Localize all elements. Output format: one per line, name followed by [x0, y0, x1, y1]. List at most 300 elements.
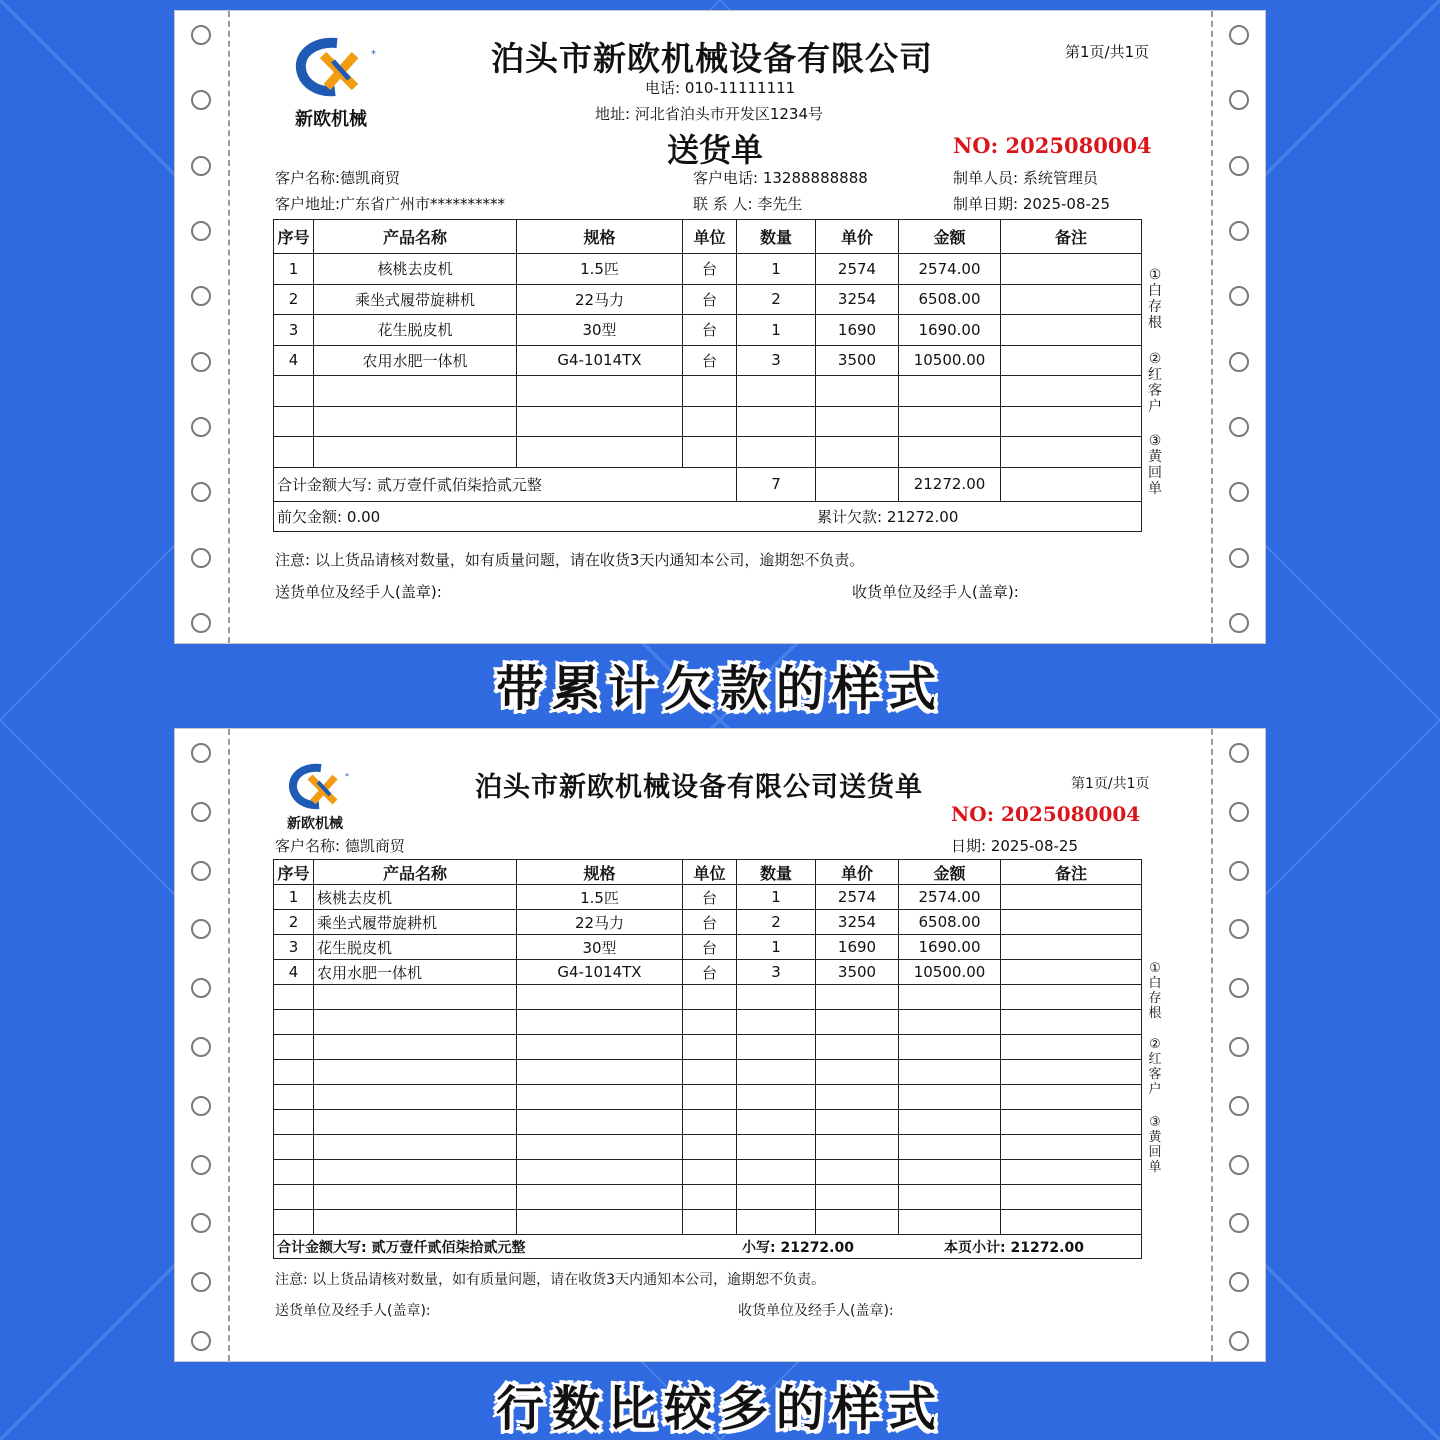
tractor-hole-icon — [1229, 919, 1249, 939]
tractor-hole-icon — [191, 286, 211, 306]
company-address: 地址: 河北省泊头市开发区1234号 — [595, 105, 823, 123]
caption-accumulated-debt-style: 带累计欠款的样式 — [495, 661, 944, 717]
table-cell — [683, 1085, 737, 1110]
table-cell — [314, 1085, 517, 1110]
copy-label-yellow: ③黄回单 — [1148, 433, 1162, 497]
table-cell — [314, 1060, 517, 1085]
tractor-hole-icon — [1229, 613, 1249, 633]
table-cell — [899, 1110, 1001, 1135]
contact-person: 联 系 人: 李先生 — [693, 195, 803, 213]
table-cell — [816, 1135, 899, 1160]
perforation-right — [1211, 729, 1213, 1361]
issue-date: 制单日期: 2025-08-25 — [953, 195, 1110, 213]
table-row — [274, 1060, 1142, 1085]
table-cell — [737, 1135, 816, 1160]
table-cell: 4 — [274, 345, 314, 376]
table-cell — [737, 1060, 816, 1085]
column-header: 金额 — [899, 860, 1001, 885]
table-cell — [683, 1060, 737, 1085]
table-cell: 2574.00 — [899, 254, 1001, 285]
tractor-hole-icon — [191, 1037, 211, 1057]
table-cell — [1001, 1110, 1142, 1135]
table-cell: 台 — [683, 960, 737, 985]
table-cell — [517, 437, 683, 468]
table-row — [274, 345, 1142, 376]
total-in-words: 合计金额大写: 贰万壹仟贰佰柒拾贰元整 — [274, 467, 737, 501]
table-cell — [683, 1210, 737, 1235]
table-cell — [1001, 315, 1142, 346]
table-cell: 2574.00 — [899, 885, 1001, 910]
debt-row — [274, 501, 1142, 531]
tractor-hole-icon — [1229, 25, 1249, 45]
table-row — [274, 1085, 1142, 1110]
table-cell: 1.5匹 — [517, 254, 683, 285]
table-cell — [314, 437, 517, 468]
table-cell — [1001, 985, 1142, 1010]
tractor-hole-icon — [191, 482, 211, 502]
tractor-hole-icon — [1229, 286, 1249, 306]
perforation-left — [228, 11, 230, 643]
company-logo-icon — [287, 763, 355, 811]
table-cell — [899, 1085, 1001, 1110]
table-row — [274, 935, 1142, 960]
table-cell — [816, 437, 899, 468]
table-cell: 1690.00 — [899, 315, 1001, 346]
table-cell — [737, 1160, 816, 1185]
table-cell — [737, 1110, 816, 1135]
tractor-hole-icon — [1229, 1331, 1249, 1351]
copy-label-red: ②红客户 — [1148, 1037, 1162, 1097]
tractor-hole-icon — [1229, 1213, 1249, 1233]
table-cell — [274, 1185, 314, 1210]
total-cell — [274, 1235, 1142, 1259]
column-header: 产品名称 — [314, 860, 517, 885]
document-number: NO: 2025080004 — [951, 802, 1141, 826]
tractor-hole-icon — [1229, 482, 1249, 502]
table-cell — [737, 1010, 816, 1035]
table-cell — [1001, 1035, 1142, 1060]
issue-date: 日期: 2025-08-25 — [951, 837, 1078, 855]
table-cell: 3 — [274, 935, 314, 960]
tractor-hole-icon — [191, 1155, 211, 1175]
table-cell — [899, 437, 1001, 468]
table-cell: 1 — [737, 315, 816, 346]
table-cell: 核桃去皮机 — [314, 885, 517, 910]
table-cell — [1001, 406, 1142, 437]
table-cell: 6508.00 — [899, 910, 1001, 935]
items-table — [273, 859, 1142, 1259]
table-cell — [517, 1085, 683, 1110]
table-cell — [274, 1085, 314, 1110]
tractor-hole-icon — [191, 861, 211, 881]
table-cell: 1 — [737, 935, 816, 960]
document-number: NO: 2025080004 — [953, 133, 1152, 158]
document-title: 送货单 — [667, 131, 764, 169]
page-subtotal: 本页小计: 21272.00 — [944, 1239, 1084, 1256]
tractor-hole-icon — [1229, 743, 1249, 763]
table-cell — [1001, 345, 1142, 376]
table-cell — [314, 406, 517, 437]
table-row — [274, 1010, 1142, 1035]
table-cell — [816, 1060, 899, 1085]
maker: 制单人员: 系统管理员 — [953, 169, 1098, 187]
table-row — [274, 376, 1142, 407]
tractor-hole-icon — [191, 978, 211, 998]
table-cell — [314, 1035, 517, 1060]
notice-text: 注意: 以上货品请核对数量，如有质量问题，请在收货3天内通知本公司，逾期恕不负责。 — [275, 551, 865, 569]
table-cell — [737, 1185, 816, 1210]
table-cell — [1001, 1010, 1142, 1035]
table-cell — [314, 1010, 517, 1035]
table-cell: 3 — [737, 960, 816, 985]
tractor-hole-icon — [191, 548, 211, 568]
table-cell — [816, 1185, 899, 1210]
receiver-signature: 收货单位及经手人(盖章): — [852, 583, 1019, 601]
table-cell — [1001, 437, 1142, 468]
table-cell — [816, 1110, 899, 1135]
table-cell: 农用水肥一体机 — [314, 345, 517, 376]
column-header: 备注 — [1001, 860, 1142, 885]
customer-name: 客户名称: 德凯商贸 — [275, 837, 405, 855]
tractor-hole-icon — [1229, 1155, 1249, 1175]
tractor-hole-icon — [191, 417, 211, 437]
tractor-hole-icon — [1229, 802, 1249, 822]
items-table — [273, 219, 1142, 532]
table-cell: 1 — [274, 885, 314, 910]
table-cell: 台 — [683, 935, 737, 960]
table-cell — [517, 376, 683, 407]
table-cell: 3500 — [816, 960, 899, 985]
table-row — [274, 1135, 1142, 1160]
table-header-row — [274, 220, 1142, 254]
table-row — [274, 1210, 1142, 1235]
table-cell — [1001, 1060, 1142, 1085]
table-cell: 3500 — [816, 345, 899, 376]
customer-phone: 客户电话: 13288888888 — [693, 169, 868, 187]
table-cell — [517, 1010, 683, 1035]
tractor-hole-icon — [191, 25, 211, 45]
table-cell — [683, 1185, 737, 1210]
table-cell — [274, 1135, 314, 1160]
column-header: 单价 — [816, 220, 899, 254]
debt-cell — [274, 501, 1142, 531]
table-cell — [683, 437, 737, 468]
table-cell: 台 — [683, 885, 737, 910]
perforation-left — [228, 729, 230, 1361]
table-cell — [517, 1035, 683, 1060]
table-cell — [1001, 1210, 1142, 1235]
table-cell — [274, 1010, 314, 1035]
table-cell — [1001, 1135, 1142, 1160]
table-cell — [1001, 910, 1142, 935]
table-cell: 1 — [737, 254, 816, 285]
total-remark-cell — [1001, 467, 1142, 501]
tractor-hole-icon — [1229, 1096, 1249, 1116]
table-cell — [683, 1010, 737, 1035]
table-cell: 台 — [683, 254, 737, 285]
table-cell — [816, 1010, 899, 1035]
table-row — [274, 284, 1142, 315]
table-cell — [314, 985, 517, 1010]
page-indicator: 第1页/共1页 — [1071, 776, 1150, 792]
total-row — [274, 467, 1142, 501]
table-cell: G4-1014TX — [517, 345, 683, 376]
tractor-hole-icon — [191, 613, 211, 633]
table-cell: 台 — [683, 284, 737, 315]
tractor-hole-icon — [1229, 352, 1249, 372]
table-cell — [899, 1185, 1001, 1210]
table-cell: 4 — [274, 960, 314, 985]
table-cell: 1 — [737, 885, 816, 910]
table-cell — [274, 1210, 314, 1235]
table-cell — [683, 1135, 737, 1160]
table-cell: 3254 — [816, 910, 899, 935]
table-cell — [517, 1060, 683, 1085]
table-cell — [899, 985, 1001, 1010]
table-cell — [683, 376, 737, 407]
tractor-hole-icon — [191, 1272, 211, 1292]
tractor-hole-icon — [1229, 221, 1249, 241]
table-row — [274, 960, 1142, 985]
tractor-hole-icon — [191, 802, 211, 822]
receiver-signature: 收货单位及经手人(盖章): — [738, 1303, 894, 1319]
table-cell — [816, 1210, 899, 1235]
table-cell — [737, 1035, 816, 1060]
table-cell — [1001, 885, 1142, 910]
table-cell: 1690 — [816, 935, 899, 960]
table-cell — [899, 376, 1001, 407]
table-cell — [899, 1160, 1001, 1185]
total-amount: 21272.00 — [899, 467, 1001, 501]
table-cell — [1001, 1085, 1142, 1110]
table-cell — [899, 406, 1001, 437]
table-cell — [1001, 960, 1142, 985]
svg-text:*: * — [345, 772, 349, 781]
tractor-hole-icon — [1229, 1272, 1249, 1292]
table-cell — [737, 1210, 816, 1235]
table-cell: 6508.00 — [899, 284, 1001, 315]
table-cell — [1001, 1160, 1142, 1185]
table-cell — [683, 1035, 737, 1060]
table-cell: 2 — [737, 910, 816, 935]
table-cell — [314, 1160, 517, 1185]
table-cell — [274, 985, 314, 1010]
table-row — [274, 1185, 1142, 1210]
table-cell: 30型 — [517, 935, 683, 960]
table-cell — [1001, 376, 1142, 407]
table-cell: 农用水肥一体机 — [314, 960, 517, 985]
tractor-hole-icon — [1229, 156, 1249, 176]
table-cell — [1001, 284, 1142, 315]
tractor-hole-icon — [191, 1213, 211, 1233]
table-cell — [816, 1035, 899, 1060]
table-row — [274, 1110, 1142, 1135]
table-cell — [314, 1185, 517, 1210]
table-cell: 3254 — [816, 284, 899, 315]
tractor-hole-icon — [191, 221, 211, 241]
table-cell — [899, 1060, 1001, 1085]
table-row — [274, 1160, 1142, 1185]
tractor-hole-icon — [191, 90, 211, 110]
table-row — [274, 910, 1142, 935]
column-header: 单位 — [683, 860, 737, 885]
table-cell — [816, 376, 899, 407]
table-cell: 22马力 — [517, 910, 683, 935]
customer-address: 客户地址:广东省广州市********** — [275, 195, 506, 213]
table-cell — [1001, 935, 1142, 960]
accumulated-debt: 累计欠款: 21272.00 — [817, 507, 959, 526]
table-cell: 2 — [274, 910, 314, 935]
perforation-right — [1211, 11, 1213, 643]
sender-signature: 送货单位及经手人(盖章): — [275, 1303, 431, 1319]
table-cell — [899, 1035, 1001, 1060]
table-cell: 10500.00 — [899, 960, 1001, 985]
table-cell: 台 — [683, 910, 737, 935]
tractor-hole-icon — [191, 1096, 211, 1116]
caption-many-rows-style: 行数比较多的样式 — [495, 1381, 944, 1437]
total-quantity: 7 — [737, 467, 816, 501]
table-cell — [1001, 254, 1142, 285]
table-cell — [1001, 1185, 1142, 1210]
table-cell — [517, 406, 683, 437]
table-cell: 2574 — [816, 885, 899, 910]
logo-text: 新欧机械 — [295, 109, 367, 130]
column-header: 单价 — [816, 860, 899, 885]
table-cell — [517, 985, 683, 1010]
tractor-hole-icon — [191, 1331, 211, 1351]
table-cell — [683, 985, 737, 1010]
notice-text: 注意: 以上货品请核对数量，如有质量问题，请在收货3天内通知本公司，逾期恕不负责。 — [275, 1272, 826, 1288]
table-cell — [816, 1160, 899, 1185]
table-cell — [683, 1110, 737, 1135]
table-cell — [683, 406, 737, 437]
delivery-note-form-1 — [174, 10, 1266, 644]
copy-label-red: ②红客户 — [1148, 351, 1162, 415]
copy-label-white: ①白存根 — [1148, 267, 1162, 331]
company-title: 泊头市新欧机械设备有限公司送货单 — [475, 772, 923, 803]
tractor-hole-icon — [1229, 1037, 1249, 1057]
table-cell — [314, 376, 517, 407]
table-cell: 乘坐式履带旋耕机 — [314, 910, 517, 935]
table-row — [274, 1035, 1142, 1060]
table-row — [274, 254, 1142, 285]
delivery-note-form-2 — [174, 728, 1266, 1362]
table-cell — [737, 376, 816, 407]
table-cell — [899, 1210, 1001, 1235]
table-cell — [737, 437, 816, 468]
table-cell: 核桃去皮机 — [314, 254, 517, 285]
table-cell — [517, 1110, 683, 1135]
table-cell — [816, 1085, 899, 1110]
total-row — [274, 1235, 1142, 1259]
tractor-hole-icon — [1229, 417, 1249, 437]
tractor-hole-icon — [1229, 90, 1249, 110]
table-cell — [274, 376, 314, 407]
table-row — [274, 985, 1142, 1010]
tractor-hole-icon — [1229, 548, 1249, 568]
tractor-hole-icon — [191, 743, 211, 763]
total-in-words: 合计金额大写: 贰万壹仟贰佰柒拾贰元整 — [277, 1239, 526, 1256]
small-total: 小写: 21272.00 — [742, 1239, 854, 1256]
company-title: 泊头市新欧机械设备有限公司 — [491, 39, 933, 78]
column-header: 序号 — [274, 860, 314, 885]
table-cell — [737, 1085, 816, 1110]
table-cell — [517, 1185, 683, 1210]
tractor-hole-icon — [1229, 978, 1249, 998]
table-cell — [274, 1060, 314, 1085]
table-cell: 22马力 — [517, 284, 683, 315]
tractor-hole-icon — [191, 352, 211, 372]
table-cell — [274, 1160, 314, 1185]
table-cell: 台 — [683, 345, 737, 376]
logo-text: 新欧机械 — [287, 816, 343, 832]
table-cell: 2 — [737, 284, 816, 315]
page-indicator: 第1页/共1页 — [1065, 43, 1150, 61]
column-header: 金额 — [899, 220, 1001, 254]
previous-debt: 前欠金额: 0.00 — [277, 507, 381, 526]
table-cell — [816, 406, 899, 437]
table-cell — [816, 985, 899, 1010]
table-cell: 1690 — [816, 315, 899, 346]
table-cell: G4-1014TX — [517, 960, 683, 985]
sender-signature: 送货单位及经手人(盖章): — [275, 583, 442, 601]
table-header-row — [274, 860, 1142, 885]
column-header: 备注 — [1001, 220, 1142, 254]
table-cell — [899, 1135, 1001, 1160]
company-logo-icon — [293, 37, 385, 99]
customer-name: 客户名称:德凯商贸 — [275, 169, 401, 187]
table-cell: 1690.00 — [899, 935, 1001, 960]
company-phone: 电话: 010-11111111 — [645, 79, 796, 97]
tractor-hole-icon — [191, 156, 211, 176]
table-cell: 花生脱皮机 — [314, 315, 517, 346]
table-cell — [517, 1160, 683, 1185]
table-cell — [314, 1210, 517, 1235]
table-row — [274, 315, 1142, 346]
table-cell: 台 — [683, 315, 737, 346]
table-cell: 3 — [274, 315, 314, 346]
table-cell — [274, 406, 314, 437]
svg-text:*: * — [371, 49, 376, 60]
table-cell — [737, 406, 816, 437]
column-header: 数量 — [737, 220, 816, 254]
table-row — [274, 437, 1142, 468]
table-cell: 2 — [274, 284, 314, 315]
column-header: 序号 — [274, 220, 314, 254]
table-cell — [737, 985, 816, 1010]
table-cell: 30型 — [517, 315, 683, 346]
table-cell — [314, 1110, 517, 1135]
table-cell: 3 — [737, 345, 816, 376]
table-cell: 乘坐式履带旋耕机 — [314, 284, 517, 315]
total-empty-cell — [816, 467, 899, 501]
table-cell: 1.5匹 — [517, 885, 683, 910]
table-cell — [899, 1010, 1001, 1035]
table-cell: 1 — [274, 254, 314, 285]
column-header: 数量 — [737, 860, 816, 885]
column-header: 规格 — [517, 220, 683, 254]
table-cell — [274, 1035, 314, 1060]
table-cell: 10500.00 — [899, 345, 1001, 376]
copy-label-yellow: ③黄回单 — [1148, 1115, 1162, 1175]
table-cell — [517, 1210, 683, 1235]
table-cell: 2574 — [816, 254, 899, 285]
table-cell — [683, 1160, 737, 1185]
tractor-hole-icon — [1229, 861, 1249, 881]
table-cell — [274, 437, 314, 468]
table-cell — [517, 1135, 683, 1160]
table-cell: 花生脱皮机 — [314, 935, 517, 960]
